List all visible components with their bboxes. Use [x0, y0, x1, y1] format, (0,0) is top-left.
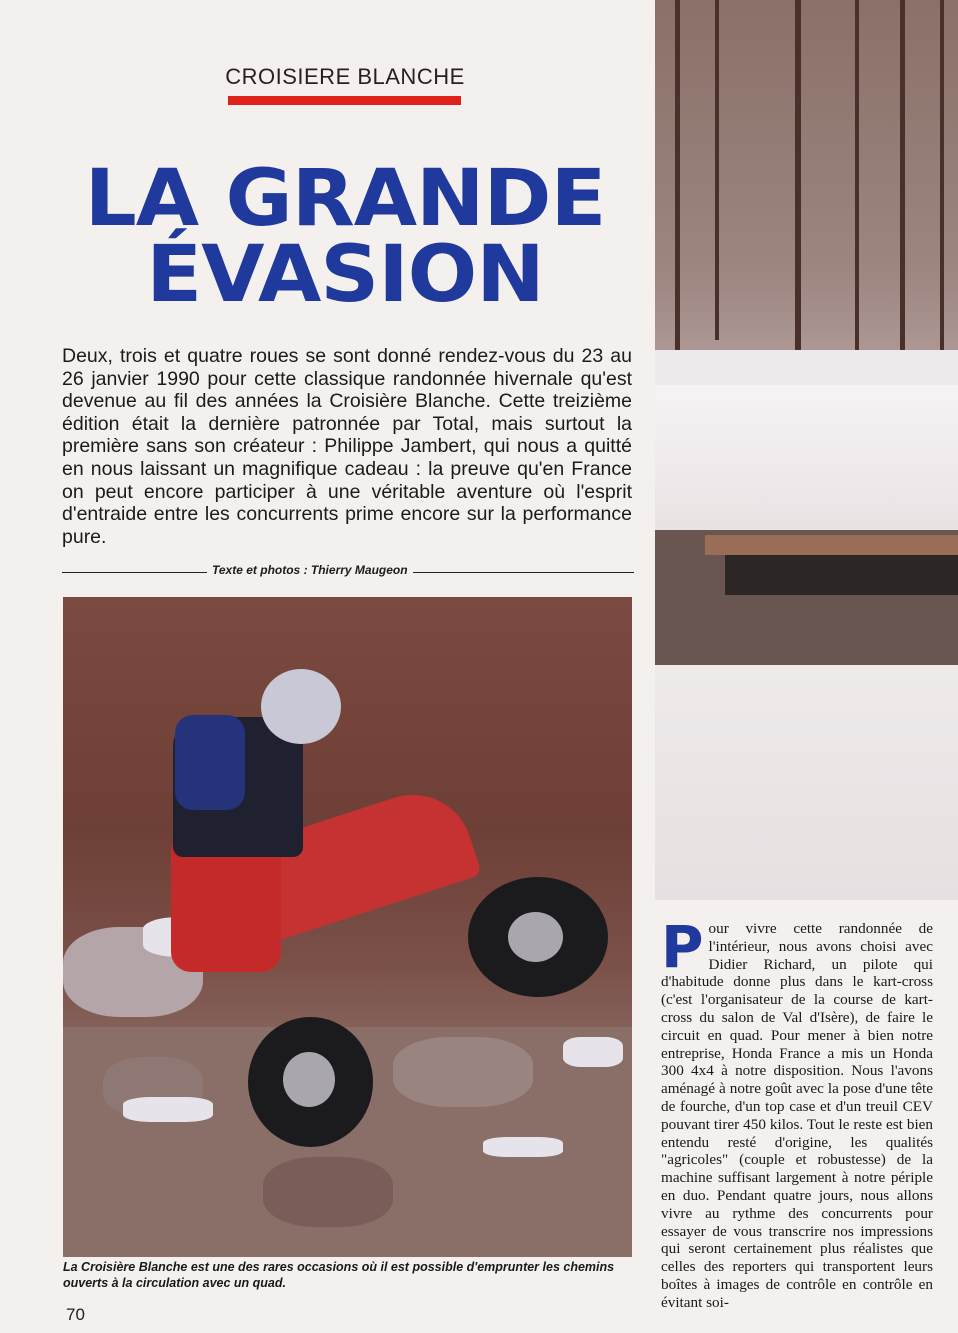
- article-body-text: our vivre cette randonnée de l'intérieur, nous avons choisi avec Didier Richard, un pilote qui d'habitude donne plus dans le kart-cross (c'est l'organisateur de la course de kart-cross du salon de Val d'Isère), de faire le circuit en quad. Pour mener à bien notre entreprise, Honda France a mis un Honda 300 4x4 à notre disposition. Nous l'avons aménagé à notre goût avec la pose d'une tête de fourche, d'un top case et d'un treuil CEV pouvant tirer 450 kilos. Tout le reste est bien entendu resté d'origine, les qualités "agricoles" (couple et robustesse) de la machine suffisant largement à notre périple en duo. Pendant quatre jours, nous allons vivre au rythme des concurrents pour essayer de vous transcrire nos impressions qui seront certainement plus réalistes que celles des reporters qui transportent leurs boîtes à images de contrôle en contrôle en évitant soi-: [661, 920, 933, 1311]
- intro-paragraph: Deux, trois et quatre roues se sont donné rendez-vous du 23 au 26 janvier 1990 pour cette classique randonnée hivernale qu'est devenue au fil des années la Croisière Blanche. Cette treizième édition était la dernière patronnée par Total, mais surtout la première sans son créateur : Philippe Jambert, qui nous a quitté en nous laissant un magnifique cadeau : la preuve qu'en France on peut encore participer à une véritable aventure où l'esprit d'entraide entre les concurrents prime encore sur la performance pure.: [62, 345, 632, 548]
- photo-quad-rider: [63, 597, 632, 1257]
- article-body: [661, 913, 933, 1312]
- kicker-underline: [228, 96, 461, 105]
- headline-line-1: LA GRANDE: [84, 154, 606, 244]
- section-kicker: CROISIERE BLANCHE: [225, 64, 465, 89]
- photo-caption: La Croisière Blanche est une des rares occasions où il est possible d'emprunter les chemins ouverts à la circulation avec un quad.: [63, 1260, 615, 1290]
- drop-cap: P: [661, 913, 704, 981]
- photo-snowy-chalet: [655, 0, 958, 900]
- author-credit: Texte et photos : Thierry Maugeon: [207, 563, 413, 577]
- page-number: 70: [66, 1305, 85, 1324]
- headline-line-2: ÉVASION: [146, 230, 544, 320]
